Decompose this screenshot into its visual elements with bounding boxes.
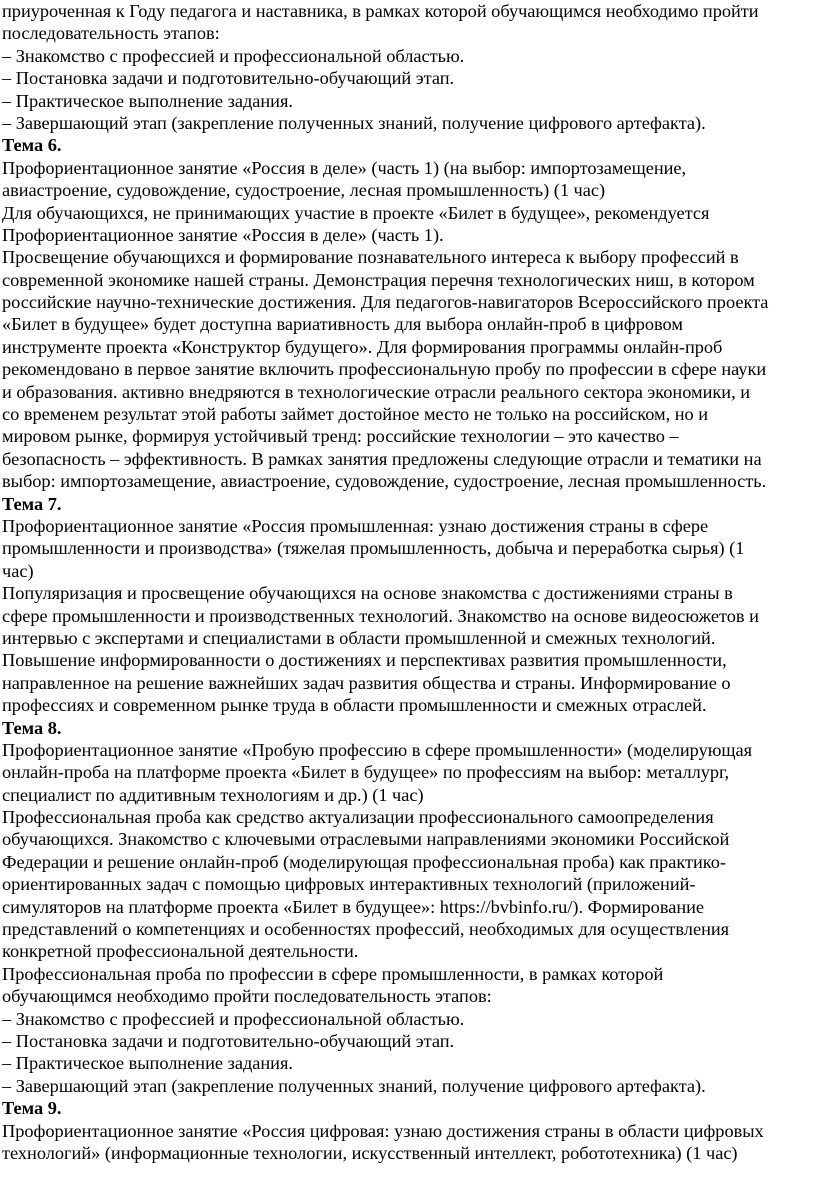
section-heading: Тема 9. <box>2 1098 62 1119</box>
text-line: направленное на решение важнейших задач развития общества и страны. Информирование о <box>2 672 731 693</box>
text-line: – Знакомство с профессией и профессиональной областью. <box>2 1008 465 1029</box>
text-line: выбор: импортозамещение, авиастроение, судовождение, судостроение, лесная промышленность. <box>2 471 767 492</box>
text-line: конкретной профессиональной деятельности. <box>2 941 359 962</box>
text-line: российские научно-технические достижения. Для педагогов-навигаторов Всероссийского проекта <box>2 292 769 313</box>
text-line: Для обучающихся, не принимающих участие в проекте «Билет в будущее», рекомендуется <box>2 202 710 223</box>
text-line: Федерации и решение онлайн-проб (моделирующая профессиональная проба) как практико- <box>2 851 726 872</box>
text-line: авиастроение, судовождение, судостроение, лесная промышленность) (1 час) <box>2 180 606 201</box>
text-line: – Завершающий этап (закрепление полученных знаний, получение цифрового артефакта). <box>2 112 706 133</box>
text-line: приуроченная к Году педагога и наставника, в рамках которой обучающимся необходимо пройти <box>2 1 759 21</box>
text-line: профессиях и современном рынке труда в области промышленности и смежных отраслей. <box>2 695 707 716</box>
text-line: – Практическое выполнение задания. <box>2 1053 293 1074</box>
text-line: безопасность – эффективность. В рамках занятия предложены следующие отрасли и тематики на <box>2 448 762 469</box>
text-line: Профессиональная проба по профессии в сфере промышленности, в рамках которой <box>2 963 664 984</box>
text-line: Популяризация и просвещение обучающихся на основе знакомства с достижениями страны в <box>2 583 733 604</box>
text-line: мировом рынке, формируя устойчивый тренд: российские технологии – это качество – <box>2 426 679 447</box>
text-line: Профориентационное занятие «Россия промышленная: узнаю достижения страны в сфере <box>2 515 709 536</box>
text-line: последовательность этапов: <box>2 23 220 44</box>
text-line: час) <box>2 560 34 581</box>
text-line: Профориентационное занятие «Пробую профессию в сфере промышленности» (моделирующая <box>2 739 753 760</box>
text-line: Профессиональная проба как средство актуализации профессионального самоопределения <box>2 807 714 828</box>
text-line: – Постановка задачи и подготовительно-обучающий этап. <box>2 68 455 89</box>
text-line: со временем результат этой работы займет достойное место не только на российском, но и <box>2 404 709 425</box>
section-heading: Тема 7. <box>2 493 62 514</box>
section-heading: Тема 8. <box>2 717 62 738</box>
text-line: симуляторов на платформе проекта «Билет в будущее»: https://bvbinfo.ru/). Формирование <box>2 896 705 917</box>
text-line: современной экономике нашей страны. Демонстрация перечня технологических ниш, в котором <box>2 269 755 290</box>
text-line: Повышение информированности о достижениях и перспективах развития промышленности, <box>2 650 727 671</box>
text-line: «Билет в будущее» будет доступна вариативность для выбора онлайн-проб в цифровом <box>2 314 683 335</box>
text-line: промышленности и производства» (тяжелая промышленность, добыча и переработка сырья) (1 <box>2 538 745 559</box>
text-line: ориентированных задач с помощью цифровых интерактивных технологий (приложений- <box>2 874 696 895</box>
text-line: – Практическое выполнение задания. <box>2 90 293 111</box>
text-line: – Завершающий этап (закрепление полученных знаний, получение цифрового артефакта). <box>2 1075 706 1096</box>
text-line: Профориентационное занятие «Россия цифровая: узнаю достижения страны в области цифровых <box>2 1120 764 1141</box>
text-line: Профориентационное занятие «Россия в деле» (часть 1) (на выбор: импортозамещение, <box>2 157 687 178</box>
text-line: – Знакомство с профессией и профессиональной областью. <box>2 45 465 66</box>
text-line: рекомендовано в первое занятие включить профессиональную пробу по профессии в сфере науки <box>2 359 767 380</box>
text-line: представлений о компетенциях и особенностях профессий, необходимых для осуществления <box>2 919 730 940</box>
text-line: технологий» (информационные технологии, искусственный интеллект, робототехника) (1 час) <box>2 1142 738 1163</box>
text-line: Просвещение обучающихся и формирование познавательного интереса к выбору профессий в <box>2 247 739 268</box>
text-line: обучающимся необходимо пройти последовательность этапов: <box>2 986 492 1007</box>
text-line: специалист по аддитивным технологиям и др.) (1 час) <box>2 784 424 805</box>
section-heading: Тема 6. <box>2 135 62 156</box>
text-line: обучающихся. Знакомство с ключевыми отраслевыми направлениями экономики Российской <box>2 829 730 850</box>
text-line: – Постановка задачи и подготовительно-обучающий этап. <box>2 1030 455 1051</box>
text-line: Профориентационное занятие «Россия в деле» (часть 1). <box>2 224 444 245</box>
text-line: сфере промышленности и производственных технологий. Знакомство на основе видеосюжетов и <box>2 605 759 626</box>
text-line: интервью с экспертами и специалистами в области промышленной и смежных технологий. <box>2 627 716 648</box>
text-line: инструменте проекта «Конструктор будущего». Для формирования программы онлайн-проб <box>2 336 723 357</box>
text-line: онлайн-проба на платформе проекта «Билет в будущее» по профессиям на выбор: металлург, <box>2 762 730 783</box>
text-line: и образования. активно внедряются в технологические отрасли реального сектора экономики, и <box>2 381 751 402</box>
